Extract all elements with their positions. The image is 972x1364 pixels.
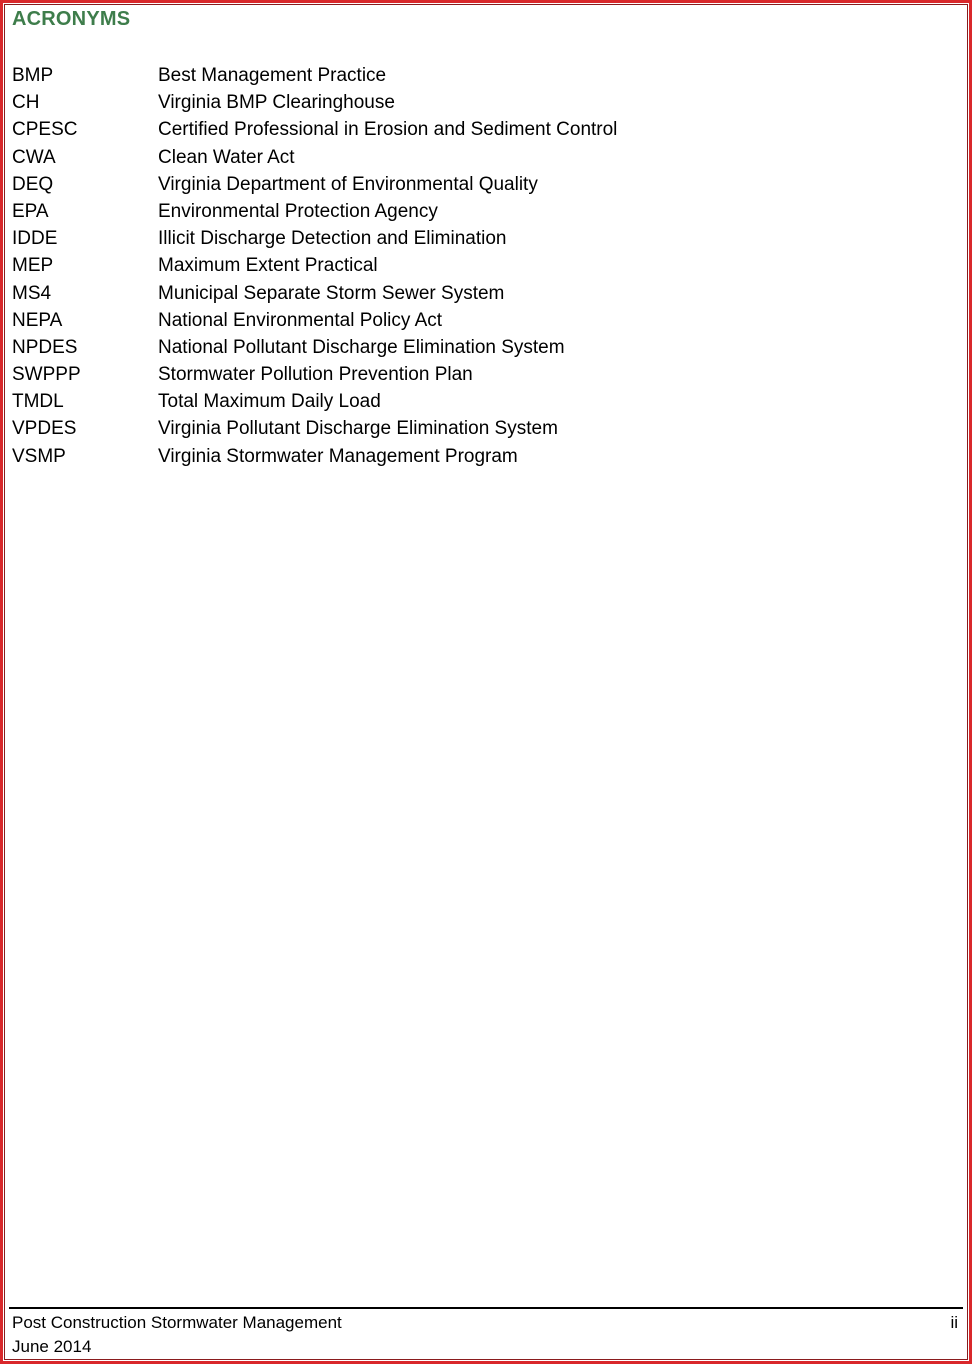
acronym-definition: Total Maximum Daily Load <box>158 391 381 413</box>
acronym-row <box>12 252 617 279</box>
acronym-row <box>12 225 617 252</box>
acronym-definition: National Pollutant Discharge Elimination System <box>158 336 565 358</box>
acronym-row <box>12 334 617 361</box>
acronym-list <box>12 62 617 470</box>
acronym-row <box>12 62 617 89</box>
footer-divider <box>9 1307 963 1309</box>
acronym-row <box>12 388 617 415</box>
section-heading: ACRONYMS <box>12 8 131 30</box>
acronym-term: VPDES <box>12 418 77 440</box>
acronym-row <box>12 171 617 198</box>
acronym-term: TMDL <box>12 391 64 413</box>
acronym-definition: Best Management Practice <box>158 65 387 86</box>
acronym-row <box>12 198 617 225</box>
acronym-row <box>12 443 617 470</box>
acronym-definition: Illicit Discharge Detection and Elimination <box>158 228 507 250</box>
acronym-row <box>12 116 617 143</box>
acronym-definition: Stormwater Pollution Prevention Plan <box>158 364 473 386</box>
acronym-term: SWPPP <box>12 364 81 386</box>
acronym-row <box>12 280 617 307</box>
acronym-definition: Environmental Protection Agency <box>158 200 438 222</box>
acronym-definition: Certified Professional in Erosion and Sediment Control <box>158 119 618 141</box>
acronym-definition: Virginia Stormwater Management Program <box>158 445 518 467</box>
acronym-definition: Virginia Pollutant Discharge Elimination System <box>158 418 558 440</box>
page-number: ii <box>950 1313 958 1332</box>
acronym-term: CH <box>12 92 40 114</box>
acronym-row <box>12 144 617 171</box>
footer-document-title: Post Construction Stormwater Management <box>12 1313 342 1332</box>
acronym-term: IDDE <box>12 228 58 250</box>
acronym-term: NEPA <box>12 309 63 331</box>
acronym-term: EPA <box>12 200 49 222</box>
acronym-definition: National Environmental Policy Act <box>158 309 443 331</box>
acronym-term: CPESC <box>12 119 78 141</box>
acronym-row <box>12 361 617 388</box>
acronym-term: MEP <box>12 255 54 277</box>
acronym-term: MS4 <box>12 282 52 304</box>
acronym-term: CWA <box>12 146 56 168</box>
acronym-definition: Clean Water Act <box>158 146 295 168</box>
acronym-term: BMP <box>12 65 54 86</box>
acronym-definition: Virginia Department of Environmental Quality <box>158 173 538 195</box>
acronym-row <box>12 307 617 334</box>
acronym-definition: Municipal Separate Storm Sewer System <box>158 282 505 304</box>
acronym-row <box>12 89 617 116</box>
document-page <box>12 0 960 1364</box>
footer-date: June 2014 <box>12 1337 92 1356</box>
acronym-term: DEQ <box>12 173 54 195</box>
acronym-row <box>12 415 617 442</box>
acronym-definition: Virginia BMP Clearinghouse <box>158 92 395 114</box>
acronym-definition: Maximum Extent Practical <box>158 255 378 277</box>
acronym-term: NPDES <box>12 336 78 358</box>
acronym-term: VSMP <box>12 445 66 467</box>
